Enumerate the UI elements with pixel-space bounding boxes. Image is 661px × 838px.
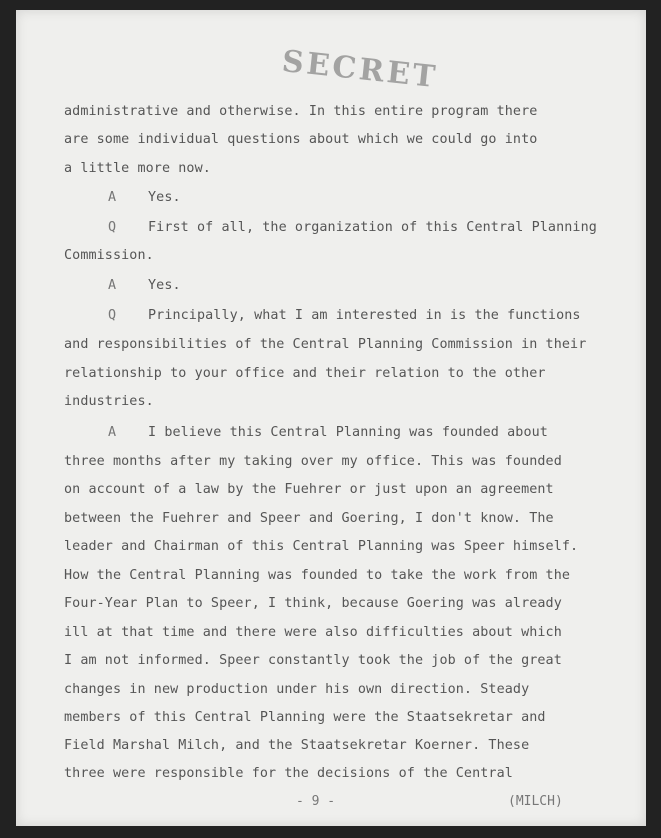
text-line: relationship to your office and their relation to the other xyxy=(64,366,546,381)
answer-line: A Yes. xyxy=(108,190,181,205)
text-line: three months after my taking over my office. This was founded xyxy=(64,454,562,469)
text-line: between the Fuehrer and Speer and Goering, I don't know. The xyxy=(64,511,554,526)
text-line: and responsibilities of the Central Planning Commission in their xyxy=(64,337,587,352)
speaker-label-q: Q xyxy=(108,220,117,235)
question-line: Q Principally, what I am interested in is the functions xyxy=(108,308,581,323)
speaker-label-a: A xyxy=(108,425,117,440)
text-line: ill at that time and there were also difficulties about which xyxy=(64,625,562,640)
speaker-label-a: A xyxy=(108,278,117,293)
answer-line: A Yes. xyxy=(108,278,181,293)
text-line: changes in new production under his own direction. Steady xyxy=(64,682,530,697)
text-line: members of this Central Planning were the Staatsekretar and xyxy=(64,710,546,725)
answer-line: A I believe this Central Planning was founded about xyxy=(108,425,548,440)
text-line: are some individual questions about which we could go into xyxy=(64,132,538,147)
text-line: industries. xyxy=(64,394,154,409)
text-line: Field Marshal Milch, and the Staatsekretar Koerner. These xyxy=(64,738,530,753)
text-line: three were responsible for the decisions of the Central xyxy=(64,766,513,781)
text-line: How the Central Planning was founded to take the work from the xyxy=(64,568,571,583)
text-line: leader and Chairman of this Central Planning was Speer himself. xyxy=(64,539,579,554)
footer-initials: (MILCH) xyxy=(508,794,563,809)
question-line: Q First of all, the organization of this Central Planning xyxy=(108,220,597,235)
speaker-label-a: A xyxy=(108,190,117,205)
text-line: on account of a law by the Fuehrer or just upon an agreement xyxy=(64,482,554,497)
text-line: Commission. xyxy=(64,248,154,263)
text-line: administrative and otherwise. In this entire program there xyxy=(64,104,538,119)
secret-stamp: SECRET xyxy=(280,44,440,96)
text-line: Four-Year Plan to Speer, I think, because Goering was already xyxy=(64,596,562,611)
text-line: I am not informed. Speer constantly took the job of the great xyxy=(64,653,562,668)
speaker-label-q: Q xyxy=(108,308,117,323)
page-number: - 9 - xyxy=(296,794,336,809)
text-line: a little more now. xyxy=(64,161,211,176)
